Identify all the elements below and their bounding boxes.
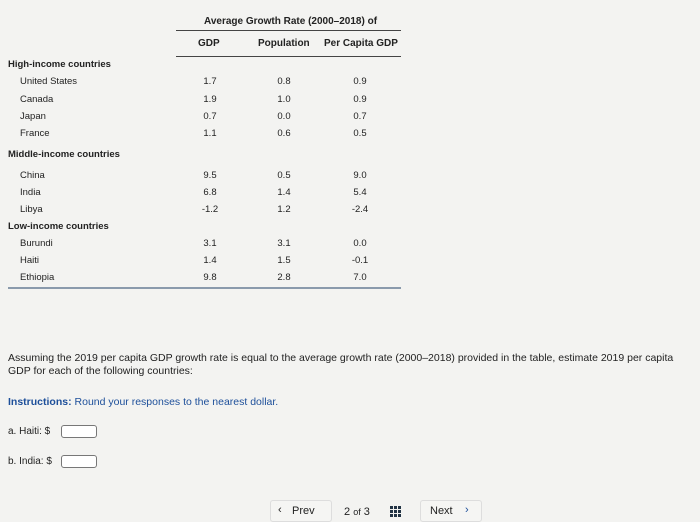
group-label-middle-income: Middle-income countries <box>8 149 120 160</box>
chevron-left-icon: ‹ <box>278 504 282 516</box>
population-value: 0.5 <box>277 170 291 181</box>
per-capita-value: 0.5 <box>353 128 367 139</box>
per-capita-value: -0.1 <box>351 255 369 266</box>
country-name: Burundi <box>20 238 53 249</box>
per-capita-value: 0.9 <box>353 94 367 105</box>
country-name: Haiti <box>20 255 40 266</box>
per-capita-value: 0.7 <box>353 111 367 122</box>
per-capita-value: 7.0 <box>353 272 367 283</box>
instructions <box>8 396 278 408</box>
answer-input-india[interactable] <box>61 455 97 468</box>
gdp-value: 9.5 <box>203 170 217 181</box>
gdp-value: 1.4 <box>203 255 217 266</box>
instructions-label: Instructions: <box>8 396 72 408</box>
population-value: 3.1 <box>277 238 291 249</box>
prev-button[interactable] <box>270 500 332 522</box>
gdp-value: 1.1 <box>203 128 217 139</box>
gdp-value: -1.2 <box>201 204 219 215</box>
answer-label-india: b. India: $ <box>8 456 52 467</box>
population-value: 0.0 <box>277 111 291 122</box>
next-label: Next <box>430 505 453 517</box>
country-name: France <box>20 128 50 139</box>
gdp-value: 3.1 <box>203 238 217 249</box>
header-rule-bottom <box>176 56 401 57</box>
question-text: Assuming the 2019 per capita GDP growth rate is equal to the average growth rate (2000–2018) provided in the table, estimate 2019 per capita GDP for each of the following countries: <box>8 352 674 377</box>
country-name: Canada <box>20 94 54 105</box>
column-header-gdp: GDP <box>198 38 220 49</box>
answer-label-haiti: a. Haiti: $ <box>8 426 51 437</box>
population-value: 1.5 <box>277 255 291 266</box>
column-header-per-capita-gdp: Per Capita GDP <box>324 38 398 49</box>
table-title: Average Growth Rate (2000–2018) of <box>204 16 378 27</box>
gdp-value: 6.8 <box>203 187 217 198</box>
prev-label: Prev <box>292 505 315 517</box>
country-name: Libya <box>20 204 43 215</box>
population-value: 1.2 <box>277 204 291 215</box>
group-label-low-income: Low-income countries <box>8 221 109 232</box>
page-total: 3 <box>363 506 370 518</box>
population-value: 2.8 <box>277 272 291 283</box>
header-rule-top <box>176 30 401 31</box>
country-name: Ethiopia <box>20 272 55 283</box>
country-name: India <box>20 187 41 198</box>
column-header-population: Population <box>258 38 310 49</box>
per-capita-value: 0.0 <box>353 238 367 249</box>
per-capita-value: -2.4 <box>351 204 369 215</box>
gdp-value: 1.7 <box>203 76 217 87</box>
per-capita-value: 0.9 <box>353 76 367 87</box>
page-indicator <box>344 506 370 518</box>
population-value: 1.0 <box>277 94 291 105</box>
page-grid-icon[interactable] <box>390 506 400 516</box>
population-value: 0.6 <box>277 128 291 139</box>
country-name: United States <box>20 76 78 87</box>
chevron-right-icon: › <box>465 504 469 516</box>
group-label-high-income: High-income countries <box>8 59 111 70</box>
answer-input-haiti[interactable] <box>61 425 97 438</box>
table-bottom-rule <box>8 287 401 289</box>
page-current: 2 <box>344 506 351 518</box>
per-capita-value: 5.4 <box>353 187 367 198</box>
population-value: 1.4 <box>277 187 291 198</box>
gdp-value: 9.8 <box>203 272 217 283</box>
per-capita-value: 9.0 <box>353 170 367 181</box>
country-name: Japan <box>20 111 46 122</box>
gdp-value: 0.7 <box>203 111 217 122</box>
instructions-text: Round your responses to the nearest dollar. <box>74 396 279 408</box>
page-of: of <box>353 507 361 517</box>
gdp-value: 1.9 <box>203 94 217 105</box>
next-button[interactable] <box>420 500 482 522</box>
country-name: China <box>20 170 45 181</box>
population-value: 0.8 <box>277 76 291 87</box>
